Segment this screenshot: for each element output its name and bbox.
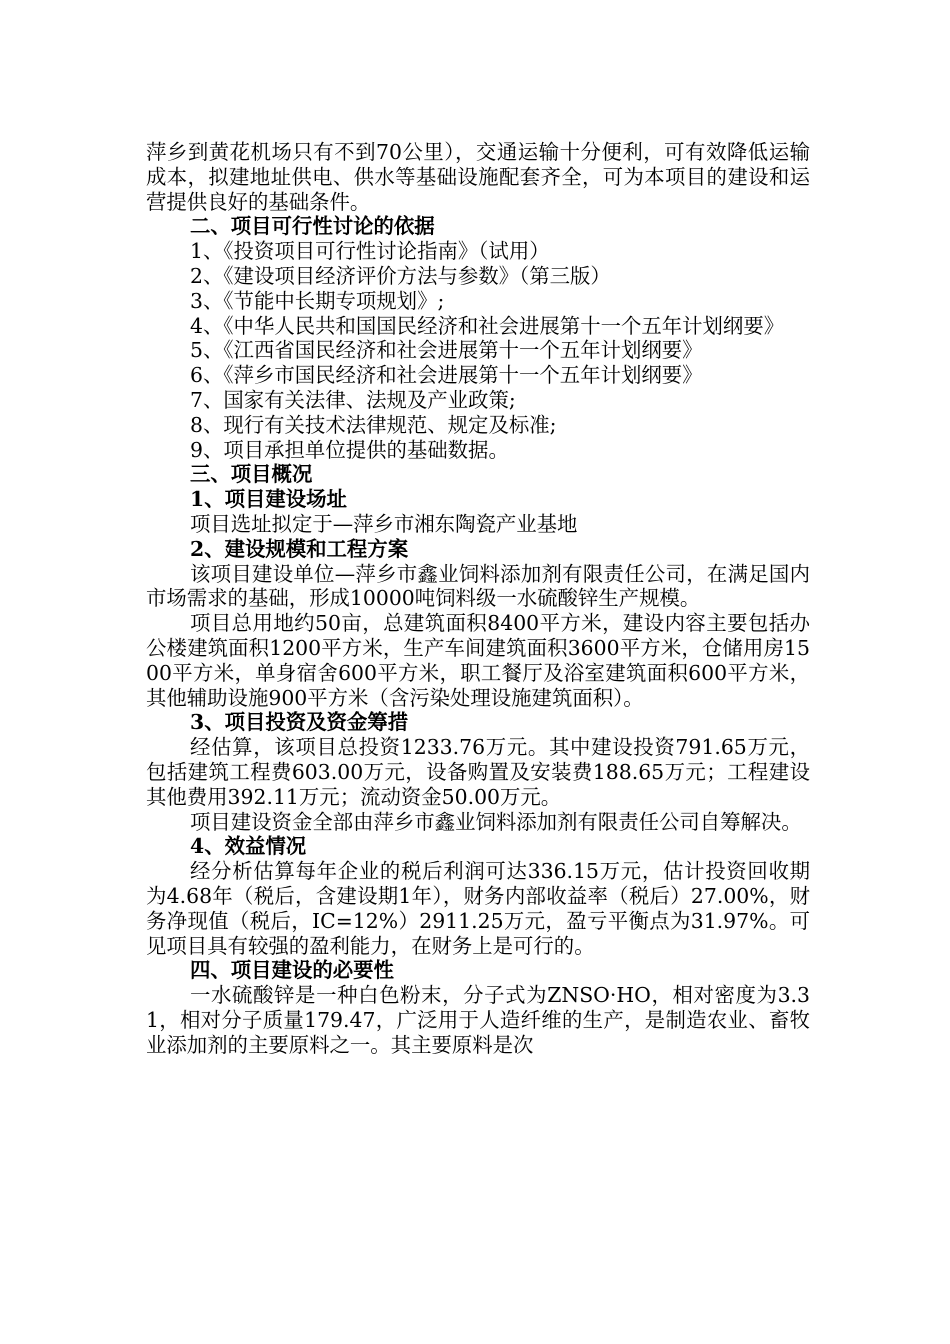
- investment-paragraph-1: 经估算，该项目总投资1233.76万元。其中建设投资791.65万元，包括建筑工程费603.00万元，设备购置及安装费188.65万元；工程建设其他费用392.11万元；流动资金50.00万元。: [146, 735, 810, 809]
- heading-overview: 三、项目概况: [190, 462, 313, 487]
- heading-benefit: 4、效益情况: [190, 834, 307, 859]
- basis-item: 9、项目承担单位提供的基础数据。: [190, 437, 509, 462]
- heading-basis: 二、项目可行性讨论的依据: [190, 214, 435, 239]
- necessity-paragraph: 一水硫酸锌是一种白色粉末，分子式为ZNSO·HO，相对密度为3.31，相对分子质量179.47，广泛用于人造纤维的生产，是制造农业、畜牧业添加剂的主要原料之一。其主要原料是次: [146, 983, 810, 1057]
- basis-item: 5、《江西省国民经济和社会进展第十一个五年计划纲要》: [190, 338, 703, 363]
- basis-item: 8、现行有关技术法律规范、规定及标准;: [190, 412, 557, 437]
- scale-paragraph-2: 项目总用地约50亩，总建筑面积8400平方米，建设内容主要包括办公楼建筑面积1200平方米，生产车间建筑面积3600平方米，仓储用房1500平方米，单身宿舍600平方米，职工餐厅及浴室建筑面积600平方米，其他辅助设施900平方米（含污染处理设施建筑面积）。: [146, 611, 810, 710]
- heading-investment: 3、项目投资及资金筹措: [190, 710, 409, 735]
- basis-item: 2、《建设项目经济评价方法与参数》（第三版）: [190, 263, 611, 288]
- basis-item: 7、国家有关法律、法规及产业政策;: [190, 387, 516, 412]
- benefit-paragraph: 经分析估算每年企业的税后利润可达336.15万元，估计投资回收期为4.68年（税后，含建设期1年），财务内部收益率（税后）27.00%，财务净现值（税后，IC=12%）2911.25万元，盈亏平衡点为31.97%。可见项目具有较强的盈利能力，在财务上是可行的。: [146, 859, 810, 958]
- document-page: [0, 140, 950, 1057]
- basis-item: 6、《萍乡市国民经济和社会进展第十一个五年计划纲要》: [190, 363, 703, 388]
- basis-item: 3、《节能中长期专项规划》;: [190, 288, 445, 313]
- investment-paragraph-2: 项目建设资金全部由萍乡市鑫业饲料添加剂有限责任公司自筹解决。: [190, 809, 802, 834]
- scale-paragraph-1: 该项目建设单位—萍乡市鑫业饲料添加剂有限责任公司，在满足国内市场需求的基础，形成10000吨饲料级一水硫酸锌生产规模。: [146, 561, 810, 611]
- basis-item: 1、《投资项目可行性讨论指南》（试用）: [190, 239, 550, 264]
- heading-site: 1、项目建设场址: [190, 487, 347, 512]
- heading-scale: 2、建设规模和工程方案: [190, 536, 409, 561]
- heading-necessity: 四、项目建设的必要性: [190, 958, 394, 983]
- site-paragraph: 项目选址拟定于—萍乡市湘东陶瓷产业基地: [190, 511, 578, 536]
- intro-paragraph: 萍乡到黄花机场只有不到70公里），交通运输十分便利，可有效降低运输成本，拟建地址供电、供水等基础设施配套齐全，可为本项目的建设和运营提供良好的基础条件。: [146, 140, 810, 214]
- basis-item: 4、《中华人民共和国国民经济和社会进展第十一个五年计划纲要》: [190, 313, 785, 338]
